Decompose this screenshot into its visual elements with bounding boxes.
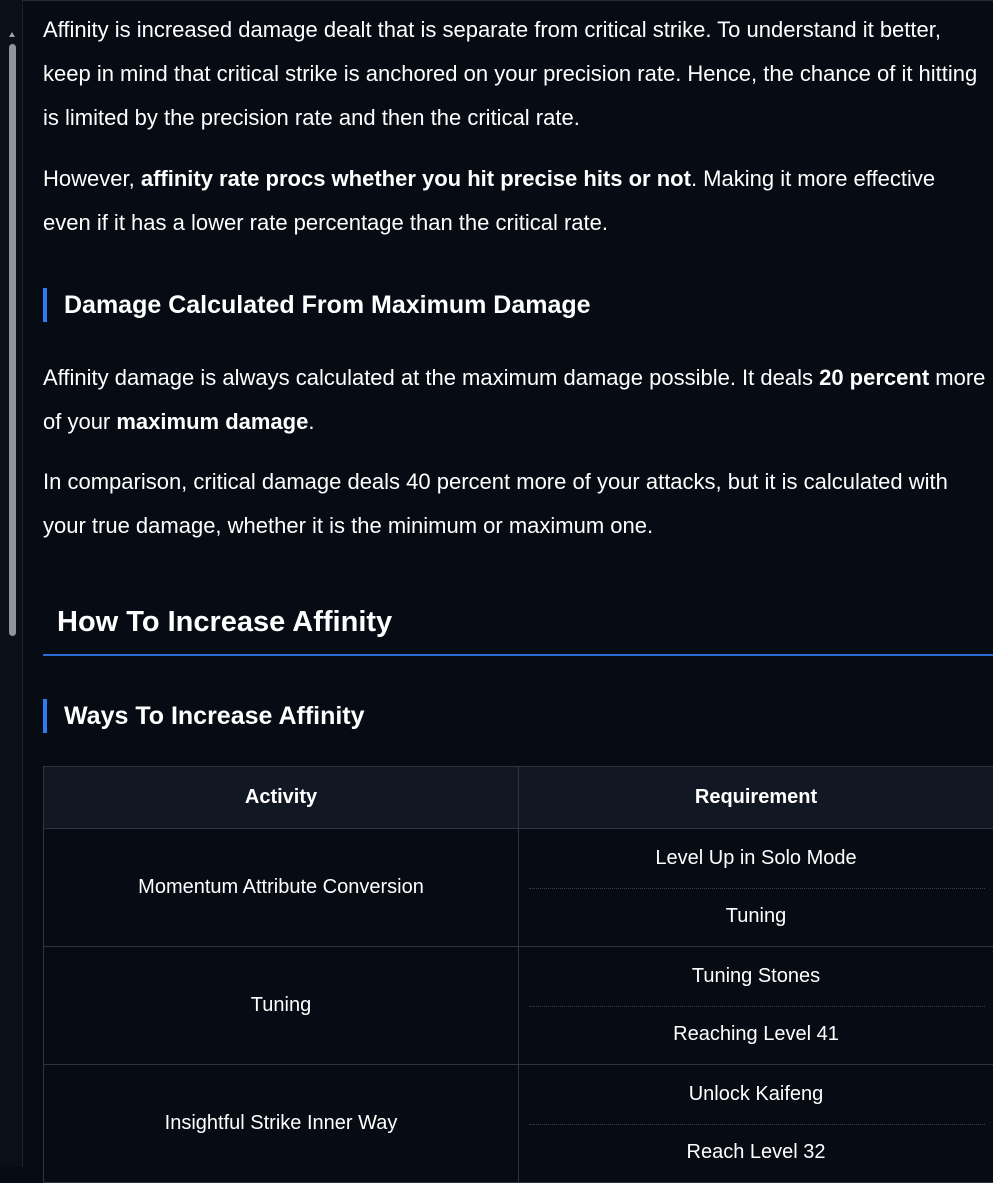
requirement-cell [519,829,993,947]
text-segment: However, [43,166,141,191]
activity-cell: Insightful Strike Inner Way [44,1065,519,1183]
bold-text: affinity rate procs whether you hit precise hits or not [141,166,691,191]
heading-how-to-increase [43,600,993,656]
requirement-item: Tuning [519,887,993,945]
bold-text: maximum damage [116,409,308,434]
heading-ways-to-increase: Ways To Increase Affinity [43,699,365,733]
top-divider [22,0,993,1]
text-segment: more of your [43,365,985,434]
requirement-cell [519,1065,993,1183]
table-header-row [44,767,993,829]
bold-text: 20 percent [819,365,929,390]
column-header-requirement: Requirement [519,767,993,829]
table-row [44,947,993,1065]
text-segment: . Making it more effective even if it has a lower rate percentage than the critical rate. [43,166,935,235]
requirement-item: Unlock Kaifeng [519,1065,993,1123]
requirement-item: Reaching Level 41 [519,1005,993,1063]
requirement-item: Reach Level 32 [519,1123,993,1181]
requirement-divider [529,888,985,889]
heading-damage-calculated: Damage Calculated From Maximum Damage [43,288,591,322]
requirement-cell [519,947,993,1065]
requirement-divider [529,1124,985,1125]
column-header-activity: Activity [44,767,519,829]
scrollbar[interactable] [0,0,23,1167]
scroll-up-arrow-icon[interactable] [9,32,15,37]
table-row [44,1065,993,1183]
text-segment: . [308,409,314,434]
activity-cell: Tuning [44,947,519,1065]
activity-cell: Momentum Attribute Conversion [44,829,519,947]
scrollbar-thumb[interactable] [9,44,16,636]
requirement-divider [529,1006,985,1007]
paragraph-affinity-damage [43,356,988,444]
heading-how-to-increase-text: How To Increase Affinity [57,605,392,639]
table-row [44,829,993,947]
paragraph-affinity-intro: Affinity is increased damage dealt that is separate from critical strike. To understand it better, keep in mind that critical strike is anchored on your precision rate. Hence, the chance of it hitting is limited by the precision rate and then the critical rate. [43,8,988,140]
paragraph-critical-comparison: In comparison, critical damage deals 40 percent more of your attacks, but it is calculated with your true damage, whether it is the minimum or maximum one. [43,460,988,548]
requirement-item: Tuning Stones [519,947,993,1005]
ways-table [43,766,993,1183]
requirement-item: Level Up in Solo Mode [519,829,993,887]
text-segment: Affinity damage is always calculated at the maximum damage possible. It deals [43,365,819,390]
paragraph-affinity-procs [43,157,988,245]
